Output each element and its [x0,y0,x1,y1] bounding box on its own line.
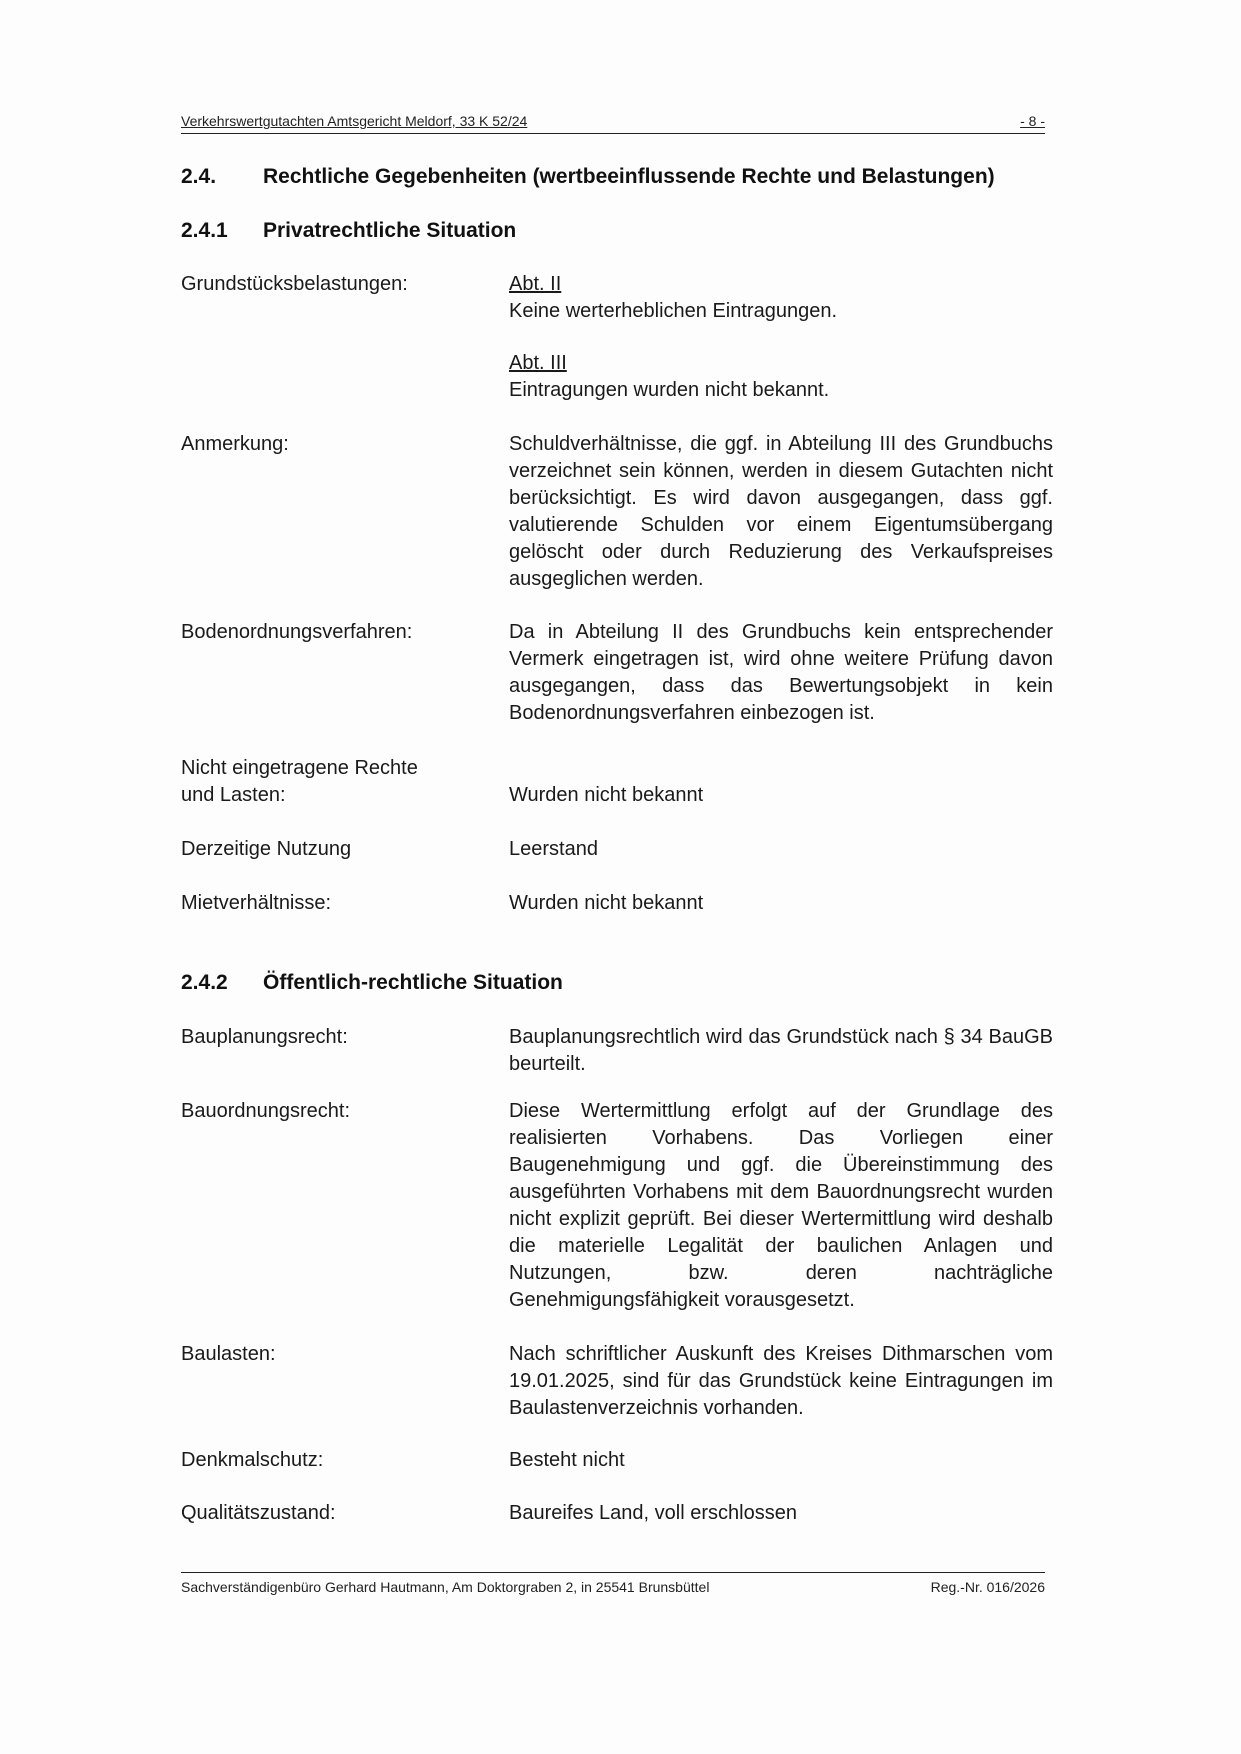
label-grundstuecksbelastungen: Grundstücksbelastungen: [181,273,408,295]
value-derzeitige-nutzung: Leerstand [509,838,598,860]
value-baulasten: Nach schriftlicher Auskunft des Kreises Dithmarschen vom 19.01.2025, sind für das Grundstück keine Eintragungen im Baulastenverzeichnis vorhanden. [509,1343,1053,1419]
value-grundstuecksbelastungen [509,271,1053,404]
value-denkmalschutz: Besteht nicht [509,1449,625,1471]
value-mietverhaeltnisse: Wurden nicht bekannt [509,892,704,914]
label-qualitaetszustand: Qualitätszustand: [181,1502,336,1524]
heading-title: Privatrechtliche Situation [263,219,517,242]
value-anmerkung: Schuldverhältnisse, die ggf. in Abteilung III des Grundbuchs verzeichnet sein können, werden in diesem Gutachten nicht berücksichtigt. Es wird davon ausgegangen, dass ggf. valutierende Schulden vor einem Eigentumsübergang gelöscht oder durch Reduzierung des Verkaufspreises ausgeglichen werden. [509,433,1053,590]
value-nicht-eingetragene-rechte: Wurden nicht bekannt [509,784,704,806]
page-header [181,111,1045,134]
abt3-text: Eintragungen wurden nicht bekannt. [509,379,830,401]
header-case-reference: Verkehrswertgutachten Amtsgericht Meldorf, 33 K 52/24 [181,113,528,129]
label-bauordnungsrecht: Bauordnungsrecht: [181,1100,351,1122]
heading-title: Rechtliche Gegebenheiten (wertbeeinflussende Rechte und Belastungen) [263,165,995,188]
label-baulasten: Baulasten: [181,1343,276,1365]
heading-number: 2.4. [181,165,217,188]
abt2-title: Abt. II [509,273,562,295]
value-bauplanungsrecht: Bauplanungsrechtlich wird das Grundstück nach § 34 BauGB beurteilt. [509,1026,1053,1075]
page-footer [181,1572,1045,1595]
label-nicht-eingetragene-rechte [181,755,418,809]
value-bauordnungsrecht: Diese Wertermittlung erfolgt auf der Grundlage des realisierten Vorhabens. Das Vorliegen einer Baugenehmigung und ggf. die Übereinstimmung des ausgeführten Vorhabens mit dem Bauordnungsrecht wurden nicht explizit geprüft. Bei dieser Wertermittlung wird deshalb die materielle Legalität der baulichen Anlagen und Nutzungen, bzw. deren nachträgliche Genehmigungsfähigkeit vorausgesetzt. [509,1100,1053,1311]
footer-office-address: Sachverständigenbüro Gerhard Hautmann, Am Doktorgraben 2, in 25541 Brunsbüttel [181,1579,710,1595]
header-page-number: - 8 - [1020,113,1045,129]
label-line: Nicht eingetragene Rechte [181,757,418,779]
label-line: und Lasten: [181,784,286,806]
footer-registration-number: Reg.-Nr. 016/2026 [930,1579,1045,1595]
label-bauplanungsrecht: Bauplanungsrecht: [181,1026,348,1048]
label-derzeitige-nutzung: Derzeitige Nutzung [181,838,352,860]
abt2-text: Keine werterheblichen Eintragungen. [509,300,837,322]
heading-title: Öffentlich-rechtliche Situation [263,971,563,994]
label-mietverhaeltnisse: Mietverhältnisse: [181,892,332,914]
value-bodenordnungsverfahren: Da in Abteilung II des Grundbuchs kein entsprechender Vermerk eingetragen ist, wird ohne weitere Prüfung davon ausgegangen, dass das Bewertungsobjekt in kein Bodenordnungsverfahren einbezogen ist. [509,621,1053,724]
label-bodenordnungsverfahren: Bodenordnungsverfahren: [181,621,413,643]
heading-number: 2.4.1 [181,219,228,242]
heading-number: 2.4.2 [181,971,228,994]
label-anmerkung: Anmerkung: [181,433,289,455]
abt3-title: Abt. III [509,352,567,374]
value-qualitaetszustand: Baureifes Land, voll erschlossen [509,1502,797,1524]
label-denkmalschutz: Denkmalschutz: [181,1449,324,1471]
